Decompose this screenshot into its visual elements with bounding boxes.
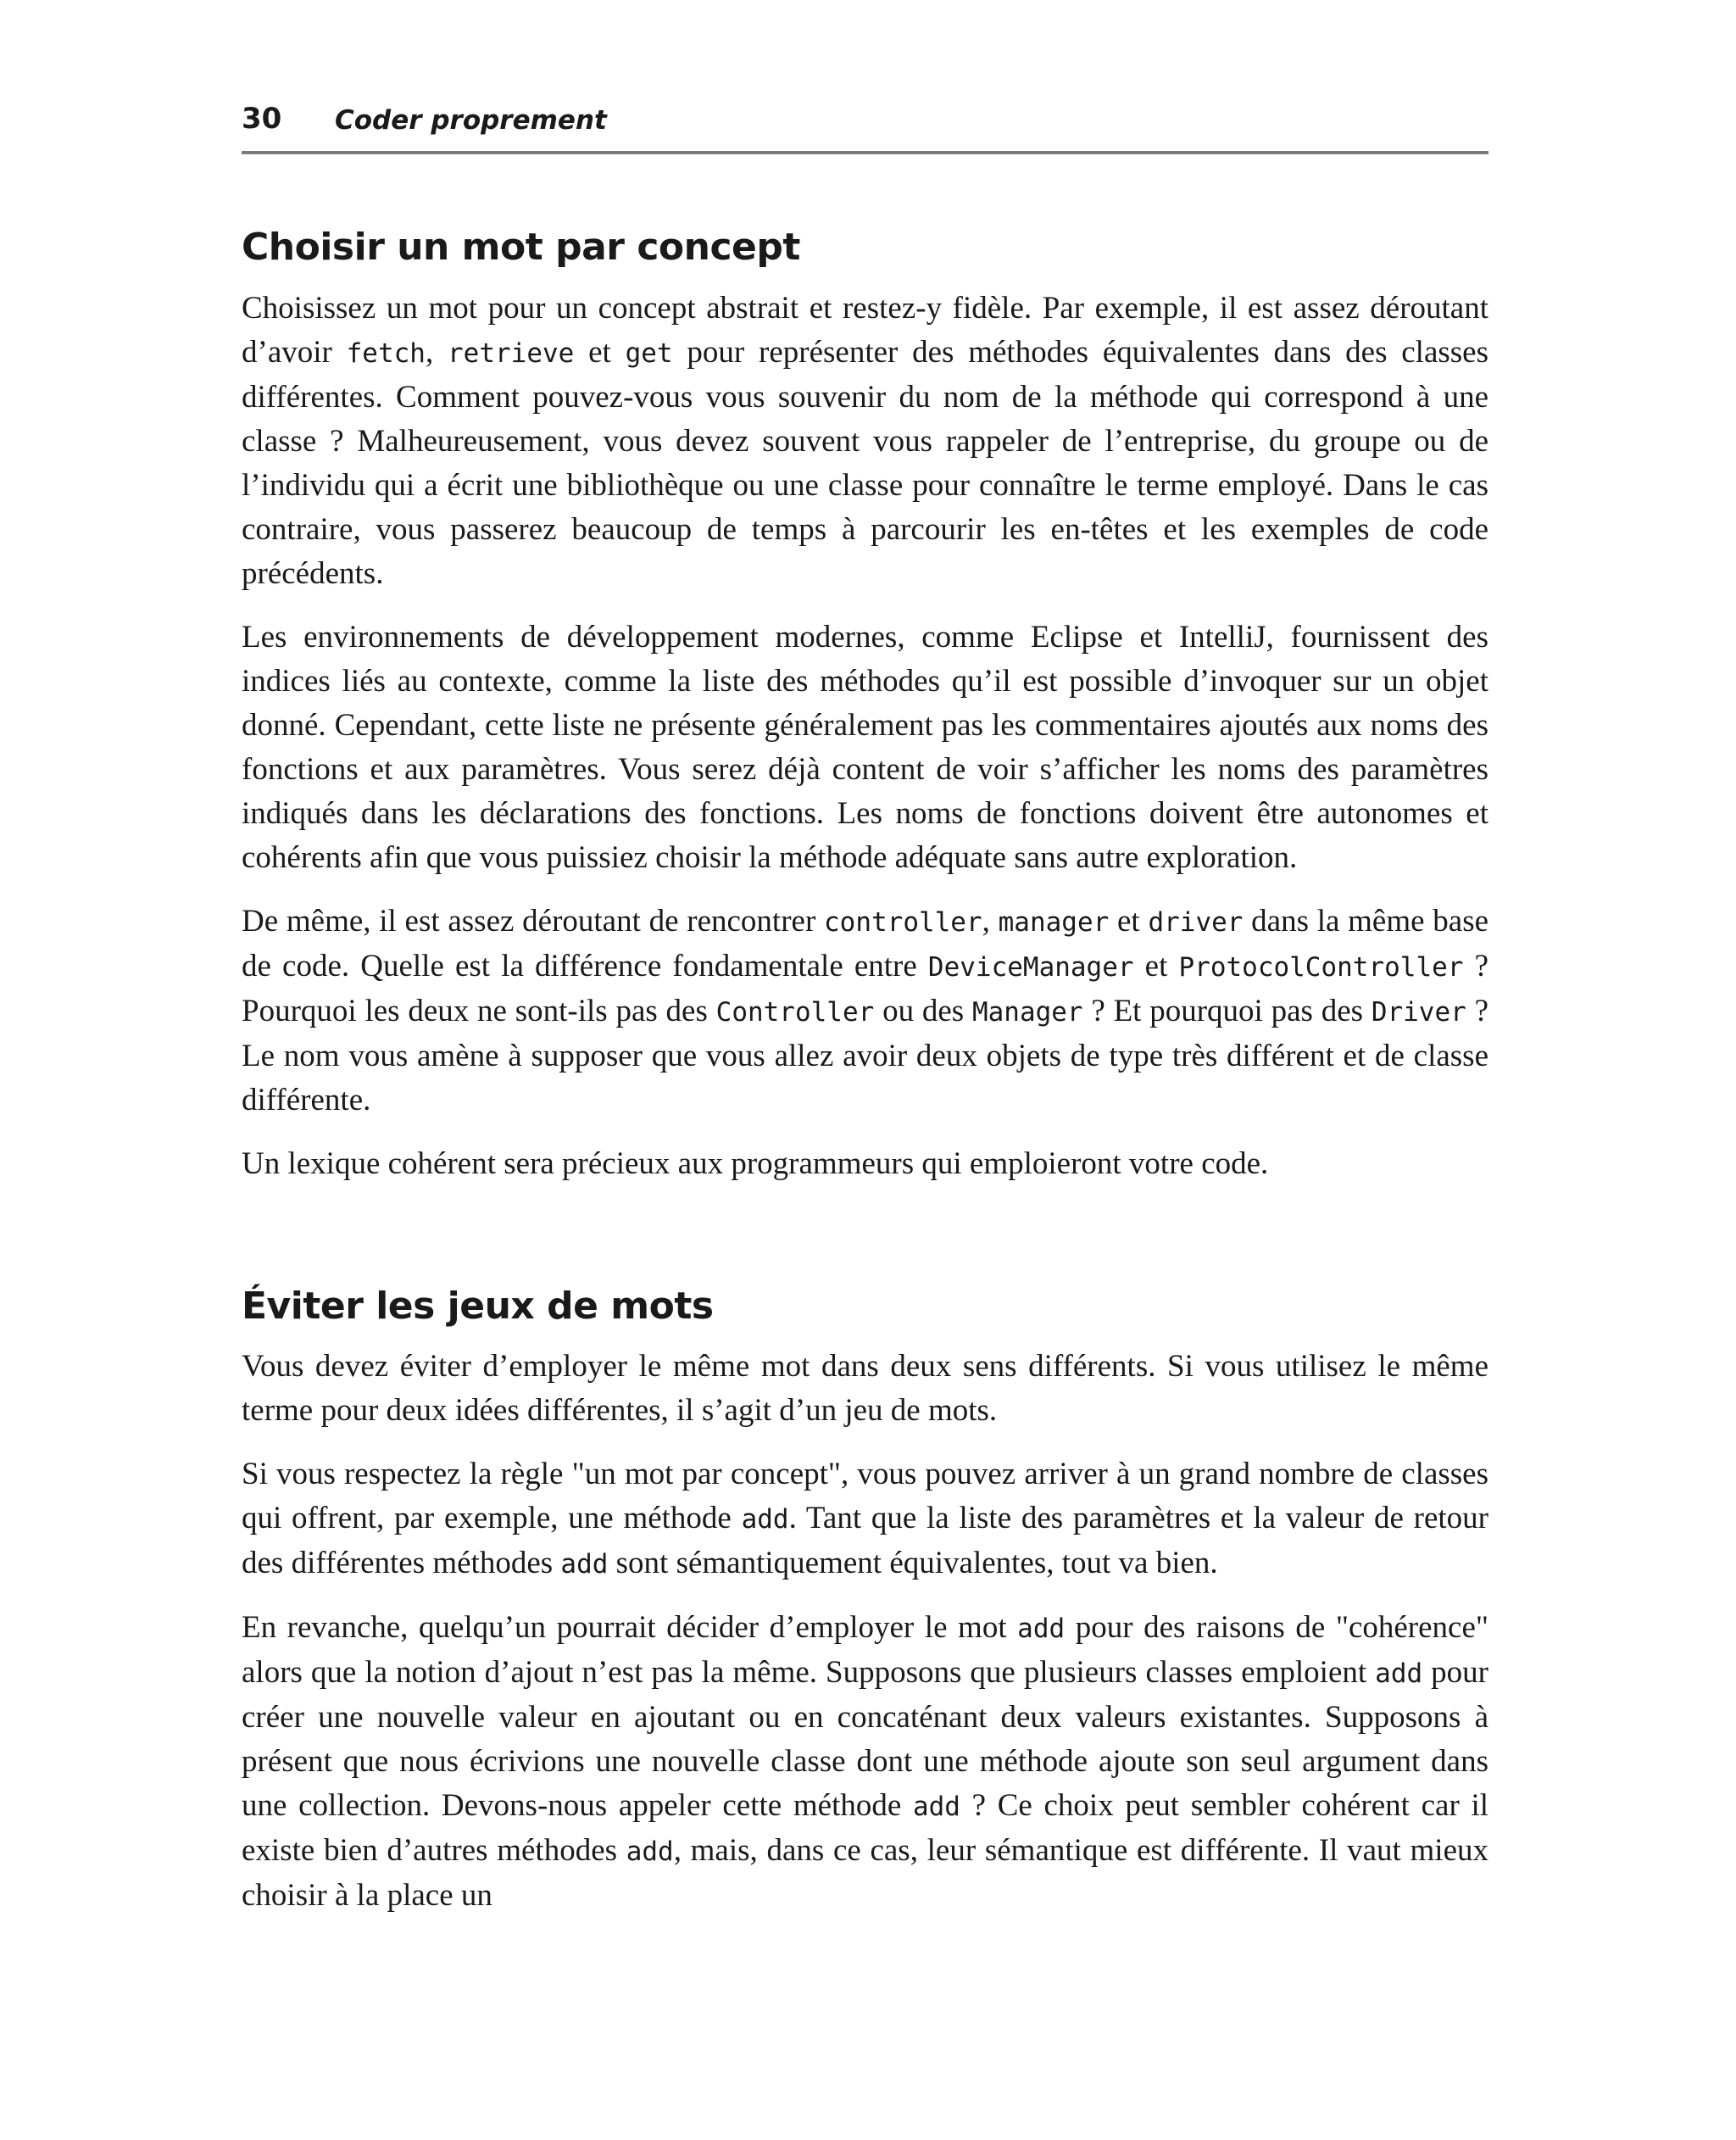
section-body — [242, 1345, 1488, 1937]
text-run: , mais, dans ce cas, leur sémantique est différente. Il vaut mieux choisir à la place un — [242, 1833, 1489, 1913]
text-run: , — [425, 335, 448, 370]
inline-code: controller — [824, 907, 982, 938]
text-run: dans la même base de code. Quelle est la différence fondamentale entre — [242, 904, 1489, 984]
running-title: Coder proprement — [335, 105, 607, 136]
text-run: Si vous respectez la règle "un mot par concept", vous pouvez arriver à un grand nombre de classes qui offrent, par exemple, une méthode — [242, 1457, 1488, 1535]
text-run: . Tant que la liste des paramètres et la valeur de retour des différentes méthodes — [242, 1501, 1488, 1580]
text-run: ? Ce choix peut sembler cohérent car il existe bien d’autres méthodes — [242, 1788, 1488, 1868]
inline-code: Manager — [971, 997, 1083, 1028]
paragraph: Vous devez éviter d’employer le même mot dans deux sens différents. Si vous utilisez le même terme pour deux idées différentes, il s’agit d’un jeu de mots. — [242, 1349, 1488, 1428]
text-run: Choisissez un mot pour un concept abstrait et restez-y fidèle. Par exemple, il est assez déroutant d’avoir — [242, 291, 1488, 370]
inline-code: ProtocolController — [1178, 952, 1464, 983]
text-run: De même, il est assez déroutant de rencontrer — [242, 904, 824, 939]
inline-code: add — [912, 1792, 960, 1822]
inline-code: fetch — [346, 338, 426, 369]
paragraph — [242, 287, 1488, 596]
inline-code: add — [560, 1549, 609, 1580]
inline-code: add — [1375, 1658, 1423, 1689]
inline-code: Driver — [1371, 997, 1466, 1028]
section-body — [242, 287, 1488, 1206]
text-run: sont sémantiquement équivalentes, tout va bien. — [608, 1546, 1218, 1580]
text-run: et — [574, 335, 626, 370]
text-run: En revanche, quelqu’un pourrait décider d’employer le mot — [242, 1610, 1018, 1645]
paragraph — [242, 1606, 1488, 1918]
paragraph — [242, 1452, 1488, 1586]
text-run: pour des raisons de "cohérence" alors que la notion d’ajout n’est pas la même. Supposons que plusieurs classes emploient — [242, 1610, 1488, 1690]
text-run: , — [982, 904, 999, 939]
text-run: pour créer une nouvelle valeur en ajoutant ou en concaténant deux valeurs existantes. Supposons à présent que nous écrivions une nouvelle classe dont une méthode ajoute son seul argument dans une collection. Devons-nous appeler cette méthode — [242, 1655, 1488, 1823]
inline-code: add — [1017, 1613, 1066, 1644]
paragraph — [242, 900, 1488, 1123]
text-run: ou des — [874, 994, 972, 1028]
section-heading: Choisir un mot par concept — [242, 226, 800, 269]
inline-code: driver — [1148, 907, 1244, 938]
inline-code: DeviceManager — [927, 952, 1134, 983]
page-number: 30 — [242, 102, 282, 136]
text-run: et — [1109, 904, 1149, 939]
section-heading: Éviter les jeux de mots — [242, 1285, 714, 1328]
inline-code: manager — [998, 907, 1110, 938]
text-run: ? Pourquoi les deux ne sont-ils pas des — [242, 949, 1488, 1028]
text-run: ? Et pourquoi pas des — [1082, 994, 1372, 1028]
paragraph: Un lexique cohérent sera précieux aux programmeurs qui emploieront votre code. — [242, 1146, 1269, 1181]
text-run: et — [1133, 949, 1179, 984]
inline-code: get — [625, 338, 673, 369]
inline-code: add — [741, 1504, 789, 1535]
inline-code: retrieve — [448, 338, 575, 369]
inline-code: Controller — [715, 997, 875, 1028]
paragraph: Les environnements de développement modernes, comme Eclipse et IntelliJ, fournissent des indices liés au contexte, comme la liste des méthodes qu’il est possible d’invoquer sur un objet donné. Cependant, cette liste ne présente généralement pas les commentaires ajoutés aux noms des fonctions et aux paramètres. Vous serez déjà content de voir s’afficher les noms des paramètres indiqués dans les déclarations des fonctions. Les noms de fonctions doivent être autonomes et cohérents afin que vous puissiez choisir la méthode adéquate sans autre exploration. — [242, 620, 1488, 875]
inline-code: add — [626, 1836, 674, 1867]
text-run: pour représenter des méthodes équivalentes dans des classes différentes. Comment pouvez-vous vous souvenir du nom de la méthode qui correspond à une classe ? Malheureusement, vous devez souvent vous rappeler de l’entreprise, du groupe ou de l’individu qui a écrit une bibliothèque ou une classe pour connaître le terme employé. Dans le cas contraire, vous passerez beaucoup de temps à parcourir les en-têtes et les exemples de code précédents. — [242, 335, 1489, 591]
running-header — [242, 98, 1488, 154]
text-run: ? Le nom vous amène à supposer que vous allez avoir deux objets de type très différent et de classe différente. — [242, 994, 1488, 1117]
